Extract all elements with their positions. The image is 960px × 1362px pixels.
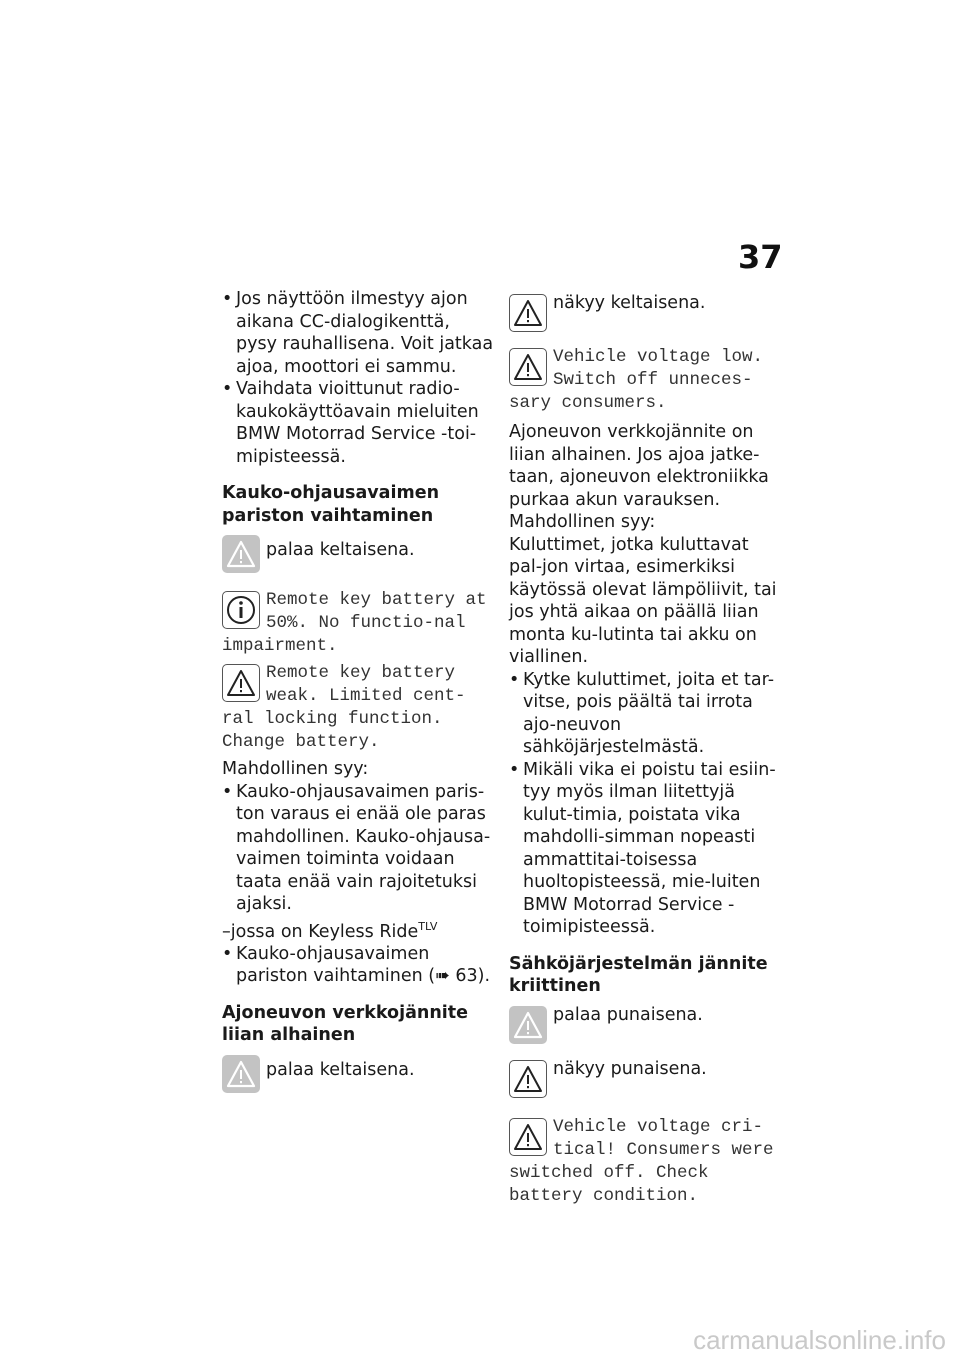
warning-icon xyxy=(222,535,260,573)
watermark: carmanualsonline.info xyxy=(693,1325,946,1355)
arrow-icon: ➠ xyxy=(435,966,450,987)
list-item: • Mikäli vika ei poistu tai esiin-tyy myös ilman liitettyjä kulut-timia, poistata vika mahdolli-simman nopeasti ammattitai-toisessa huoltopisteessä, mie-luiten BMW Motorrad Service -toimipisteessä. xyxy=(509,759,781,939)
warning-icon xyxy=(509,1006,547,1044)
list-item: • Vaihdata vioittunut radio-kaukokäyttöavain mieluiten BMW Motorrad Service -toi-mipisteessä. xyxy=(222,378,494,468)
section-heading: Sähköjärjestelmän jännite kriittinen xyxy=(509,953,768,996)
warning-icon xyxy=(222,1055,260,1093)
list-item: • Jos näyttöön ilmestyy ajon aikana CC-dialogikenttä, pysy rauhallisena. Voit jatkaa ajoa, moottori ei sammu. xyxy=(222,288,494,378)
indicator-label: palaa punaisena. xyxy=(553,1004,703,1025)
indicator-label: palaa keltaisena. xyxy=(266,540,415,560)
section-heading: Kauko-ohjausavaimen pariston vaihtaminen xyxy=(222,483,440,526)
warning-icon xyxy=(509,1118,547,1156)
warning-icon xyxy=(509,1060,547,1098)
indicator-label: näkyy punaisena. xyxy=(553,1058,707,1079)
paragraph: Kuluttimet, jotka kuluttavat pal-jon virtaa, esimerkiksi käytössä olevat lämpöliivit, tai jos yhtä aikaa on päällä liian monta ku-lutinta tai akku on viallinen. xyxy=(509,534,777,667)
possible-cause-label: Mahdollinen syy: xyxy=(222,759,369,779)
page-number: 37 xyxy=(738,238,783,276)
cc-message: Remote key battery weak. Limited cent-ral locking function. Change battery. xyxy=(222,663,466,752)
keyless-sup: TLV xyxy=(418,919,438,933)
cc-message: Vehicle voltage low. Switch off unneces-sary consumers. xyxy=(509,347,764,413)
section-heading: Ajoneuvon verkkojännite liian alhainen xyxy=(222,1002,469,1046)
list-item xyxy=(222,943,494,988)
paragraph: Ajoneuvon verkkojännite on liian alhainen. Jos ajoa jatke-taan, ajoneuvon elektroniikka purkaa akun varauksen. xyxy=(509,422,769,510)
list-item-text: Kauko-ohjausavaimen pariston vaihtaminen ( xyxy=(236,943,436,987)
indicator-label: näkyy keltaisena. xyxy=(553,293,706,313)
indicator-label: palaa keltaisena. xyxy=(266,1059,415,1080)
warning-icon xyxy=(509,348,547,386)
list-item: • Kauko-ohjausavaimen paris-ton varaus ei enää ole paras mahdollinen. Kauko-ohjausa-vaimen toiminta voidaan taata enää vain rajoitetuksi ajaksi. xyxy=(222,781,494,916)
possible-cause-label: Mahdollinen syy: xyxy=(509,512,656,532)
keyless-text: –jossa on Keyless Ride xyxy=(222,921,419,942)
keyless-note xyxy=(222,916,494,943)
cc-message: Remote key battery at 50%. No functio-nal impairment. xyxy=(222,590,487,656)
cc-message: Vehicle voltage cri-tical! Consumers were switched off. Check battery condition. xyxy=(509,1116,774,1206)
page-reference[interactable]: 63). xyxy=(449,966,491,987)
list-item: • Kytke kuluttimet, joita et tar-vitse, pois päältä tai irrota ajo-neuvon sähköjärjestelmästä. xyxy=(509,669,781,759)
warning-icon xyxy=(222,664,260,702)
info-icon xyxy=(222,591,260,629)
left-column xyxy=(222,288,494,1097)
right-column xyxy=(509,288,781,1208)
warning-icon xyxy=(509,294,547,332)
